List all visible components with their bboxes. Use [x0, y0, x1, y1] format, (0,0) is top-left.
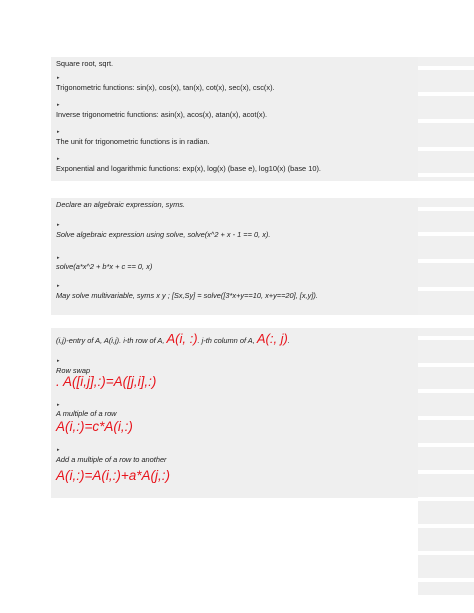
- strip-gap: [418, 524, 474, 528]
- bullet-icon: ▸: [57, 255, 60, 261]
- text-column: . j-th column of A,: [197, 336, 257, 345]
- strip-gap: [418, 497, 474, 501]
- strip-gap: [418, 232, 474, 236]
- formula-column: A(:, j): [256, 331, 288, 346]
- strip-gap: [418, 363, 474, 367]
- bullet-icon: ▸: [57, 358, 60, 364]
- formula-row-multiple: A(i,:)=c*A(i,:): [56, 419, 133, 434]
- strip-gap: [418, 470, 474, 474]
- bullet-icon: ▸: [57, 283, 60, 289]
- side-strip-2: [418, 198, 474, 315]
- text-row-swap: Row swap: [56, 366, 91, 375]
- text-trig: Trigonometric functions: sin(x), cos(x), tan(x), cot(x), sec(x), csc(x).: [56, 83, 275, 92]
- panel-section-1: [51, 57, 418, 181]
- text-entry-row: (i,j)-entry of A, A(i,j). i-th row of A,: [56, 336, 167, 345]
- text-period: .: [287, 336, 290, 345]
- formula-add-multiple: A(i,:)=A(i,:)+a*A(j,:): [56, 468, 171, 483]
- text-solve-multivariable: May solve multivariable, syms x y ; [Sx,Sy] = solve([3*x+y==10, x+y==20], [x,y]).: [56, 291, 318, 300]
- strip-gap: [418, 443, 474, 447]
- text-sqrt: Square root, sqrt.: [56, 59, 114, 68]
- strip-gap: [418, 207, 474, 211]
- strip-gap: [418, 259, 474, 263]
- bullet-icon: ▸: [57, 156, 60, 162]
- strip-gap: [418, 336, 474, 340]
- strip-gap: [418, 173, 474, 177]
- bullet-icon: ▸: [57, 129, 60, 135]
- strip-gap: [418, 551, 474, 555]
- formula-row: A(i, :): [166, 331, 198, 346]
- strip-gap: [418, 287, 474, 291]
- text-solve: Solve algebraic expression using solve, solve(x^2 + x - 1 == 0, x).: [56, 230, 271, 239]
- strip-gap: [418, 389, 474, 393]
- text-radian: The unit for trigonometric functions is in radian.: [56, 137, 210, 146]
- strip-gap: [418, 119, 474, 123]
- strip-gap: [418, 66, 474, 70]
- text-matrix-indexing: [56, 331, 290, 346]
- text-add-multiple: Add a multiple of a row to another: [56, 455, 167, 464]
- strip-gap: [418, 416, 474, 420]
- strip-gap: [418, 578, 474, 582]
- text-inverse-trig: Inverse trigonometric functions: asin(x), acos(x), atan(x), acot(x).: [56, 110, 268, 119]
- text-row-multiple: A multiple of a row: [56, 409, 117, 418]
- strip-gap: [418, 147, 474, 151]
- bullet-icon: ▸: [57, 402, 60, 408]
- bullet-icon: ▸: [57, 102, 60, 108]
- formula-row-swap: . A([i,j],:)=A([j,i],:): [56, 374, 157, 389]
- bullet-icon: ▸: [57, 447, 60, 453]
- bullet-icon: ▸: [57, 222, 60, 228]
- text-syms: Declare an algebraic expression, syms.: [56, 200, 185, 209]
- text-exp-log: Exponential and logarithmic functions: exp(x), log(x) (base e), log10(x) (base 10).: [56, 164, 321, 173]
- text-solve-quadratic: solve(a*x^2 + b*x + c == 0, x): [56, 262, 153, 271]
- bullet-icon: ▸: [57, 75, 60, 81]
- strip-gap: [418, 92, 474, 96]
